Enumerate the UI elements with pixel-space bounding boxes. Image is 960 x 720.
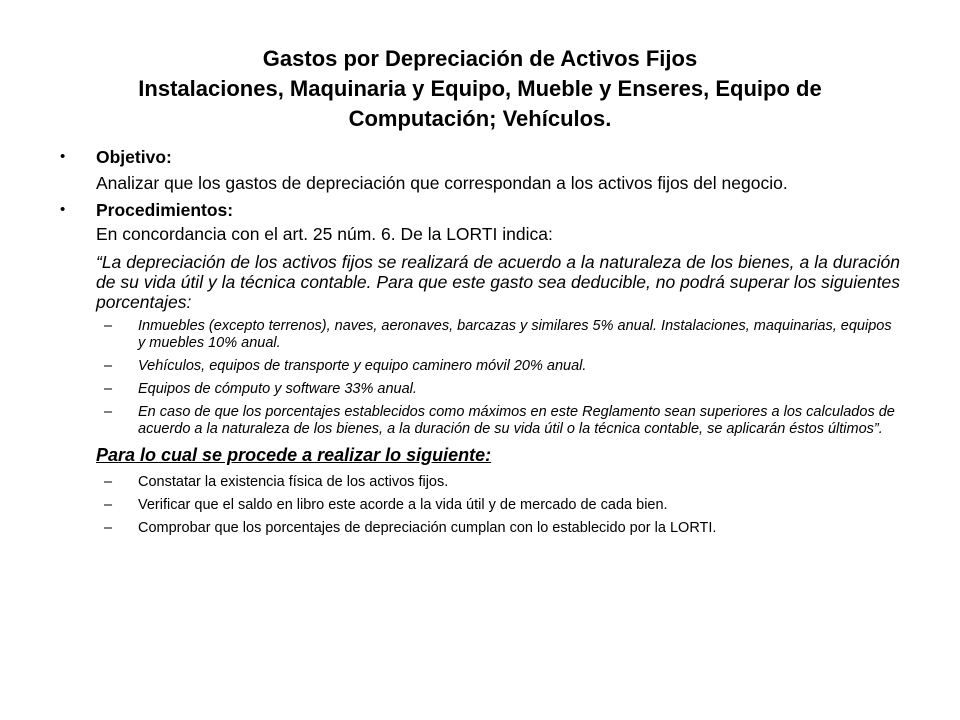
procedimientos-intro: En concordancia con el art. 25 núm. 6. De la LORTI indica: (96, 224, 553, 244)
bullet-procedimientos (60, 199, 900, 221)
dash-icon: – (104, 497, 113, 513)
step-text: Verificar que el saldo en libro este acorde a la vida útil y de mercado de cada bien. (138, 497, 668, 513)
title-line-1: Gastos por Depreciación de Activos Fijos (262, 46, 698, 71)
rate-item (60, 358, 900, 375)
dash-icon: – (104, 381, 113, 397)
rate-text: En caso de que los porcentajes establecidos como máximos en este Reglamento sean superiores a los calculados de acuerdo a la naturaleza de los bienes, a la duración de su vida útil o la técnica contable, se aplicarán éstos últimos”. (138, 404, 895, 437)
dash-icon: – (104, 404, 113, 420)
step-item (60, 520, 900, 537)
step-text: Constatar la existencia física de los activos fijos. (138, 474, 449, 490)
objetivo-text: Analizar que los gastos de depreciación que correspondan a los activos fijos del negocio. (96, 173, 788, 193)
procedimientos-heading: Procedimientos: (96, 200, 234, 220)
rate-text: Inmuebles (excepto terrenos), naves, aeronaves, barcazas y similares 5% anual. Instalaciones, maquinarias, equipos y muebles 10% anual. (138, 318, 892, 351)
dash-icon: – (104, 318, 113, 334)
bullet-icon: • (60, 148, 66, 165)
dash-icon: – (104, 358, 113, 374)
slide-body (60, 146, 900, 537)
step-item (60, 474, 900, 491)
steps-heading: Para lo cual se procede a realizar lo siguiente: (96, 445, 492, 465)
lorti-quote: “La depreciación de los activos fijos se realizará de acuerdo a la naturaleza de los bienes, a la duración de su vida útil y la técnica contable. Para que este gasto sea deducible, no podrá superar los siguientes porcentajes: (96, 252, 900, 312)
bullet-objetivo (60, 146, 900, 168)
dash-icon: – (104, 520, 113, 536)
dash-icon: – (104, 474, 113, 490)
title-line-2: Instalaciones, Maquinaria y Equipo, Mueble y Enseres, Equipo de (138, 76, 822, 101)
objetivo-heading: Objetivo: (96, 147, 172, 167)
rate-item (60, 381, 900, 398)
rate-item (60, 404, 900, 438)
title-line-3: Computación; Vehículos. (348, 106, 612, 131)
step-text: Comprobar que los porcentajes de depreciación cumplan con lo establecido por la LORTI. (138, 520, 717, 536)
rate-item (60, 318, 900, 352)
slide-title (90, 44, 870, 134)
step-item (60, 497, 900, 514)
rate-text: Equipos de cómputo y software 33% anual. (138, 381, 417, 397)
rate-text: Vehículos, equipos de transporte y equipo caminero móvil 20% anual. (138, 358, 587, 374)
bullet-icon: • (60, 201, 66, 218)
